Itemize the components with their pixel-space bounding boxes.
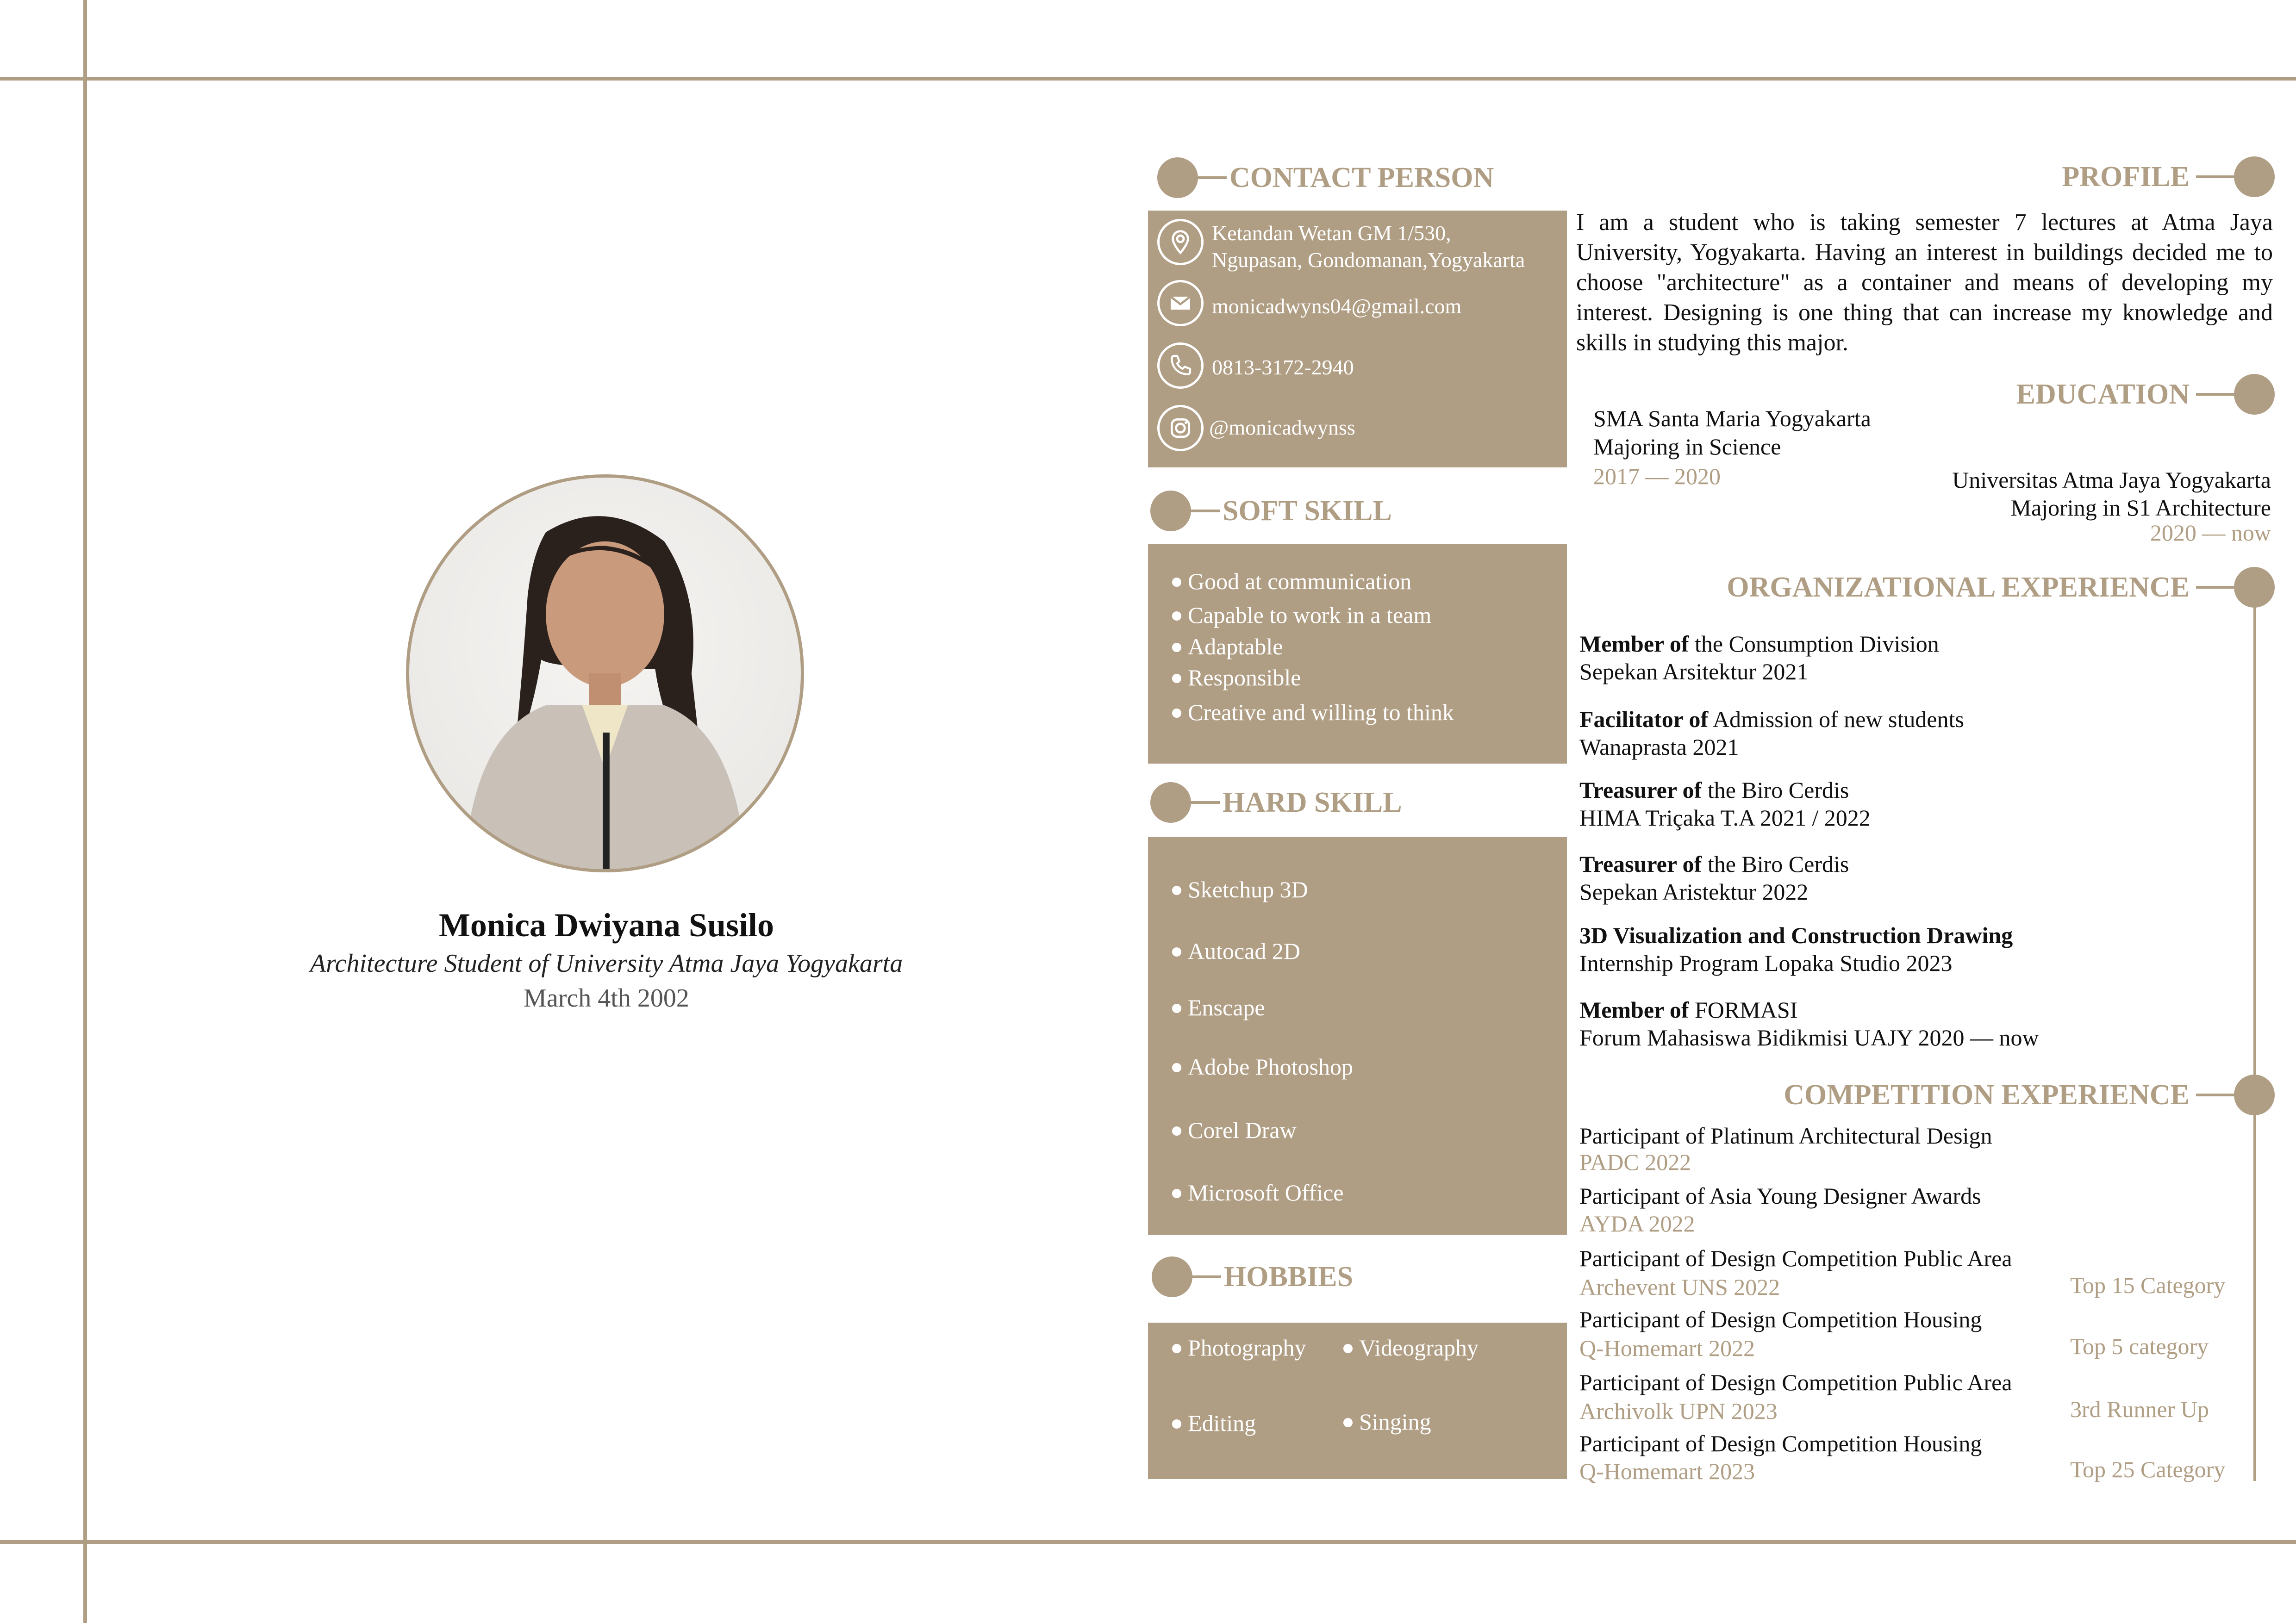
hard-skill-title: HARD SKILL	[1223, 786, 1402, 818]
header-line	[2196, 1094, 2238, 1096]
hard-skill-item: Enscape	[1172, 994, 1265, 1021]
education-years: 2017 — 2020	[1593, 463, 1721, 489]
education-title: EDUCATION	[2016, 378, 2190, 410]
hobbies-section-header	[1152, 1256, 1353, 1297]
top-frame-line	[0, 77, 2296, 81]
competition-event: Archivolk UPN 2023	[1579, 1398, 1778, 1424]
competition-title: Participant of Design Competition Housing	[1579, 1306, 1982, 1332]
competition-title: Participant of Platinum Architectural Design	[1579, 1123, 1992, 1149]
hard-skill-item: Sketchup 3D	[1172, 876, 1308, 903]
header-line	[2196, 586, 2238, 589]
org-role: Facilitator of Admission of new students	[1579, 706, 1964, 732]
hard-skill-box	[1148, 837, 1567, 1235]
person-dob: March 4th 2002	[524, 984, 689, 1013]
org-role: 3D Visualization and Construction Drawing	[1579, 922, 2013, 948]
profile-photo	[406, 474, 804, 872]
competition-event: Q-Homemart 2022	[1579, 1335, 1755, 1361]
address-row	[1157, 219, 1204, 265]
profile-section-header	[2062, 156, 2275, 197]
soft-skill-item: Adaptable	[1172, 633, 1283, 660]
instagram-row	[1157, 405, 1204, 451]
org-name: Forum Mahasiswa Bidikmisi UAJY 2020 — now	[1579, 1025, 2039, 1051]
instagram-text[interactable]: @monicadwynss	[1209, 416, 1355, 439]
contact-section-header	[1157, 157, 1494, 198]
soft-skill-item: Creative and willing to think	[1172, 699, 1454, 726]
header-dot	[2234, 1075, 2275, 1115]
hard-skill-section-header	[1150, 782, 1402, 823]
soft-skill-title: SOFT SKILL	[1223, 495, 1392, 527]
org-name: Sepekan Arsitektur 2021	[1579, 659, 1809, 684]
competition-result: Top 15 Category	[2070, 1272, 2226, 1298]
header-dot	[1157, 157, 1198, 198]
phone-text[interactable]: 0813-3172-2940	[1212, 355, 1354, 379]
left-frame-line	[83, 0, 87, 1623]
competition-title: COMPETITION EXPERIENCE	[1784, 1079, 2190, 1111]
competition-result: 3rd Runner Up	[2070, 1396, 2209, 1422]
address-line-2: Ngupasan, Gondomanan,Yogyakarta	[1212, 248, 1525, 272]
header-line	[1187, 510, 1220, 512]
education-school: Universitas Atma Jaya Yogyakarta	[1952, 467, 2271, 493]
hard-skill-item: Corel Draw	[1172, 1117, 1297, 1144]
phone-row	[1157, 342, 1204, 389]
competition-result: Top 5 category	[2070, 1333, 2209, 1359]
education-section-header	[2016, 374, 2275, 415]
address-line-1: Ketandan Wetan GM 1/530,	[1212, 221, 1451, 245]
hobbies-box	[1148, 1323, 1567, 1479]
header-line	[2196, 175, 2238, 178]
header-line	[1194, 176, 1227, 179]
soft-skill-item: Good at communication	[1172, 568, 1411, 595]
profile-title: PROFILE	[2062, 161, 2190, 193]
org-name: HIMA Triçaka T.A 2021 / 2022	[1579, 805, 1871, 831]
hobby-item: Editing	[1172, 1410, 1256, 1436]
soft-skill-item: Responsible	[1172, 664, 1301, 691]
education-years: 2020 — now	[2150, 520, 2271, 546]
hard-skill-item: Autocad 2D	[1172, 938, 1300, 964]
competition-event: Q-Homemart 2023	[1579, 1458, 1755, 1484]
competition-section-header	[1784, 1075, 2275, 1115]
hobby-item: Photography	[1172, 1334, 1306, 1361]
competition-title: Participant of Design Competition Housing	[1579, 1430, 1982, 1456]
soft-skill-box	[1148, 544, 1567, 764]
header-dot	[1152, 1256, 1192, 1297]
competition-title: Participant of Design Competition Public Area	[1579, 1245, 2012, 1271]
profile-paragraph: I am a student who is taking semester 7 lectures at Atma Jaya University, Yogyakarta. Having an interest in buildings decided me to choose "architecture" as a container and means of developing my interest. Designing is one thing that can increase my knowledge and skills in studying this major.	[1576, 209, 2273, 356]
email-row	[1157, 280, 1204, 326]
education-school: SMA Santa Maria Yogyakarta	[1593, 405, 1871, 431]
hobby-item: Videography	[1343, 1334, 1479, 1361]
header-dot	[2234, 374, 2275, 415]
org-title: ORGANIZATIONAL EXPERIENCE	[1727, 571, 2190, 603]
education-major: Majoring in S1 Architecture	[2010, 495, 2271, 521]
org-section-header	[1727, 567, 2275, 608]
competition-event: PADC 2022	[1579, 1149, 1691, 1175]
soft-skill-section-header	[1150, 491, 1392, 531]
email-text[interactable]: monicadwyns04@gmail.com	[1212, 294, 1462, 318]
org-role: Treasurer of the Biro Cerdis	[1579, 851, 1849, 877]
location-pin-icon	[1157, 219, 1204, 265]
phone-icon	[1157, 342, 1204, 389]
hobbies-title: HOBBIES	[1224, 1261, 1354, 1293]
mail-icon	[1157, 280, 1204, 326]
header-dot	[1150, 491, 1191, 531]
soft-skill-item: Capable to work in a team	[1172, 602, 1431, 628]
contact-title: CONTACT PERSON	[1229, 162, 1494, 193]
org-role: Member of the Consumption Division	[1579, 631, 1939, 657]
org-role: Member of FORMASI	[1579, 997, 1798, 1023]
org-role: Treasurer of the Biro Cerdis	[1579, 777, 1849, 803]
competition-result: Top 25 Category	[2070, 1456, 2226, 1482]
competition-event: Archevent UNS 2022	[1579, 1274, 1780, 1300]
timeline-line	[2253, 602, 2256, 1481]
competition-title: Participant of Design Competition Public Area	[1579, 1369, 2012, 1395]
hobby-item: Singing	[1343, 1408, 1431, 1435]
education-major: Majoring in Science	[1593, 434, 1781, 460]
bottom-frame-line	[0, 1540, 2296, 1544]
contact-box	[1148, 211, 1567, 467]
person-name: Monica Dwiyana Susilo	[438, 907, 774, 944]
header-line	[1187, 801, 1220, 804]
header-line	[1189, 1275, 1221, 1278]
competition-title: Participant of Asia Young Designer Awards	[1579, 1183, 1981, 1209]
competition-event: AYDA 2022	[1579, 1211, 1695, 1237]
header-dot	[1150, 782, 1191, 823]
org-name: Wanaprasta 2021	[1579, 734, 1739, 760]
header-dot	[2234, 156, 2275, 197]
person-role: Architecture Student of University Atma Jaya Yogyakarta	[310, 949, 903, 978]
instagram-icon	[1157, 405, 1204, 451]
hard-skill-item: Adobe Photoshop	[1172, 1053, 1353, 1080]
portrait-illustration	[409, 478, 801, 869]
org-name: Internship Program Lopaka Studio 2023	[1579, 950, 1953, 976]
header-line	[2196, 393, 2238, 396]
org-name: Sepekan Aristektur 2022	[1579, 879, 1809, 905]
hard-skill-item: Microsoft Office	[1172, 1179, 1343, 1206]
